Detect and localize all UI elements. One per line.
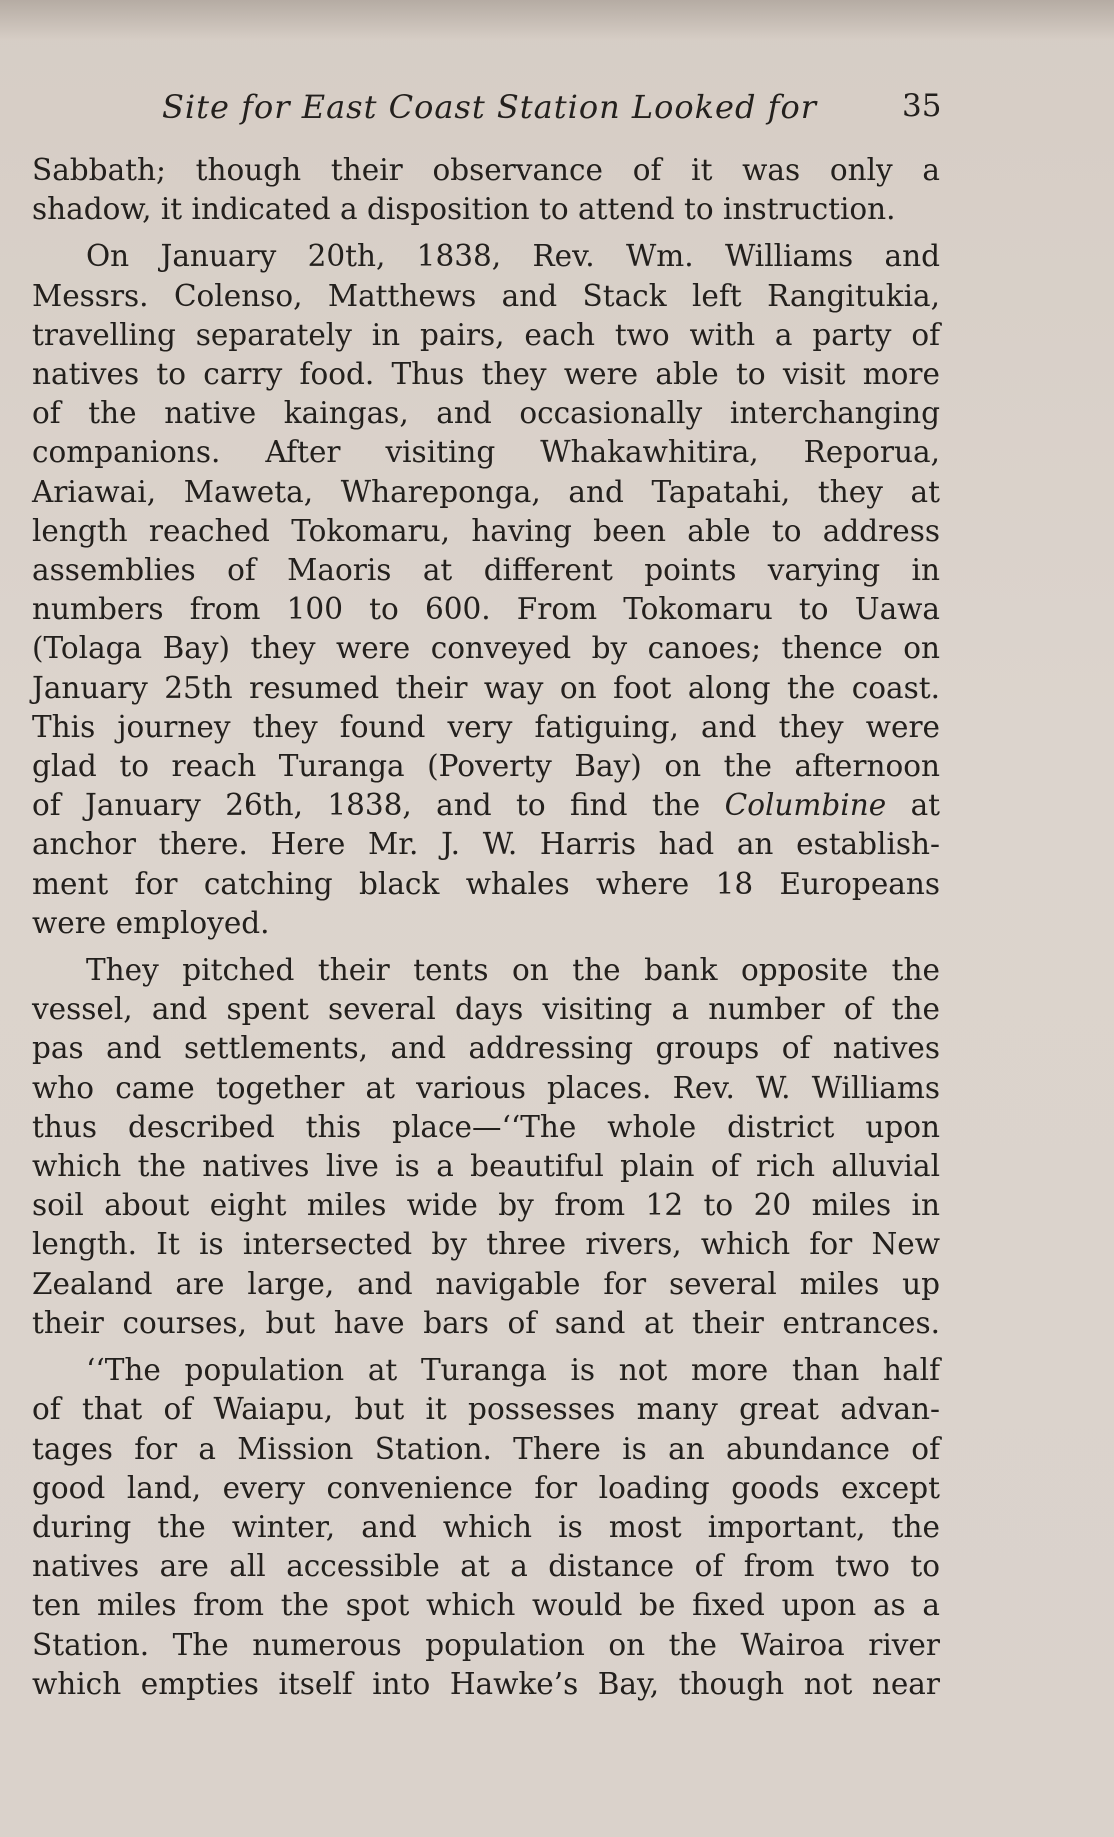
- text-line: (Tolaga Bay) they were conveyed by canoes; thence on: [32, 631, 940, 666]
- text-line: which empties itself into Hawke’s Bay, though not near: [32, 1666, 940, 1701]
- text-line: ment for catching black whales where 18 Europeans: [32, 866, 940, 901]
- text-line: their courses, but have bars of sand at their entrances.: [32, 1305, 940, 1340]
- text-line: January 25th resumed their way on foot along the coast.: [32, 670, 940, 705]
- text-line: numbers from 100 to 600. From Tokomaru to Uawa: [32, 592, 940, 627]
- text-line: natives are all accessible at a distance of from two to: [32, 1549, 940, 1584]
- text-line: ‘‘The population at Turanga is not more than half: [86, 1353, 940, 1388]
- text-segment: at: [910, 788, 941, 823]
- text-line: during the winter, and which is most important, the: [32, 1509, 940, 1544]
- ship-name: Columbine: [724, 788, 887, 823]
- text-line: shadow, it indicated a disposition to attend to instruction.: [32, 192, 896, 227]
- text-line: Ariawai, Maweta, Whareponga, and Tapatahi, they at: [32, 474, 940, 509]
- text-line: Zealand are large, and navigable for several miles up: [32, 1266, 940, 1301]
- text-line: good land, every convenience for loading goods except: [32, 1470, 940, 1505]
- text-line: of the native kaingas, and occasionally interchanging: [32, 396, 940, 431]
- running-head: [0, 88, 1114, 132]
- text-line: length. It is intersected by three rivers, which for New: [32, 1227, 940, 1262]
- text-line: tages for a Mission Station. There is an abundance of: [32, 1431, 940, 1466]
- text-line: were employed.: [32, 905, 270, 940]
- paragraph-journey: [32, 237, 940, 943]
- text-line: Sabbath; though their observance of it was only a: [32, 153, 940, 187]
- text-line-with-ship: [32, 786, 940, 825]
- text-line: which the natives live is a beautiful plain of rich alluvial: [32, 1149, 940, 1184]
- text-line: length reached Tokomaru, having been able to address: [32, 513, 940, 548]
- text-line: soil about eight miles wide by from 12 to 20 miles in: [32, 1188, 940, 1223]
- text-line: This journey they found very fatiguing, and they were: [32, 709, 940, 744]
- page-number: 35: [902, 88, 942, 124]
- text-line: vessel, and spent several days visiting a number of the: [32, 992, 940, 1027]
- text-line: ten miles from the spot which would be fixed upon as a: [32, 1588, 940, 1623]
- text-line: thus described this place—‘‘The whole district upon: [32, 1109, 940, 1144]
- text-line: Messrs. Colenso, Matthews and Stack left Rangitukia,: [32, 278, 940, 313]
- text-line: natives to carry food. Thus they were able to visit more: [32, 357, 940, 392]
- text-line: Station. The numerous population on the Wairoa river: [32, 1627, 940, 1662]
- text-line: companions. After visiting Whakawhitira, Reporua,: [32, 435, 940, 470]
- text-line: who came together at various places. Rev. W. Williams: [32, 1070, 940, 1105]
- paragraph-population: [32, 1351, 940, 1704]
- paragraph-tents: [32, 951, 940, 1343]
- text-line: pas and settlements, and addressing groups of natives: [32, 1031, 940, 1066]
- page-edge-shadow: [0, 0, 1114, 40]
- body-text: [32, 151, 940, 1704]
- paragraph-continuation: [32, 151, 940, 229]
- text-line: travelling separately in pairs, each two with a party of: [32, 317, 940, 352]
- text-line: anchor there. Here Mr. J. W. Harris had an establish-: [32, 827, 940, 862]
- text-line: glad to reach Turanga (Poverty Bay) on the afternoon: [32, 749, 940, 784]
- text-line: of that of Waiapu, but it possesses many great advan-: [32, 1392, 940, 1427]
- text-line: On January 20th, 1838, Rev. Wm. Williams and: [86, 239, 940, 274]
- text-line: assemblies of Maoris at different points varying in: [32, 553, 940, 588]
- text-line: They pitched their tents on the bank opposite the: [86, 953, 940, 988]
- running-title: Site for East Coast Station Looked for: [162, 88, 818, 126]
- text-segment: of January 26th, 1838, and to find the: [32, 788, 701, 823]
